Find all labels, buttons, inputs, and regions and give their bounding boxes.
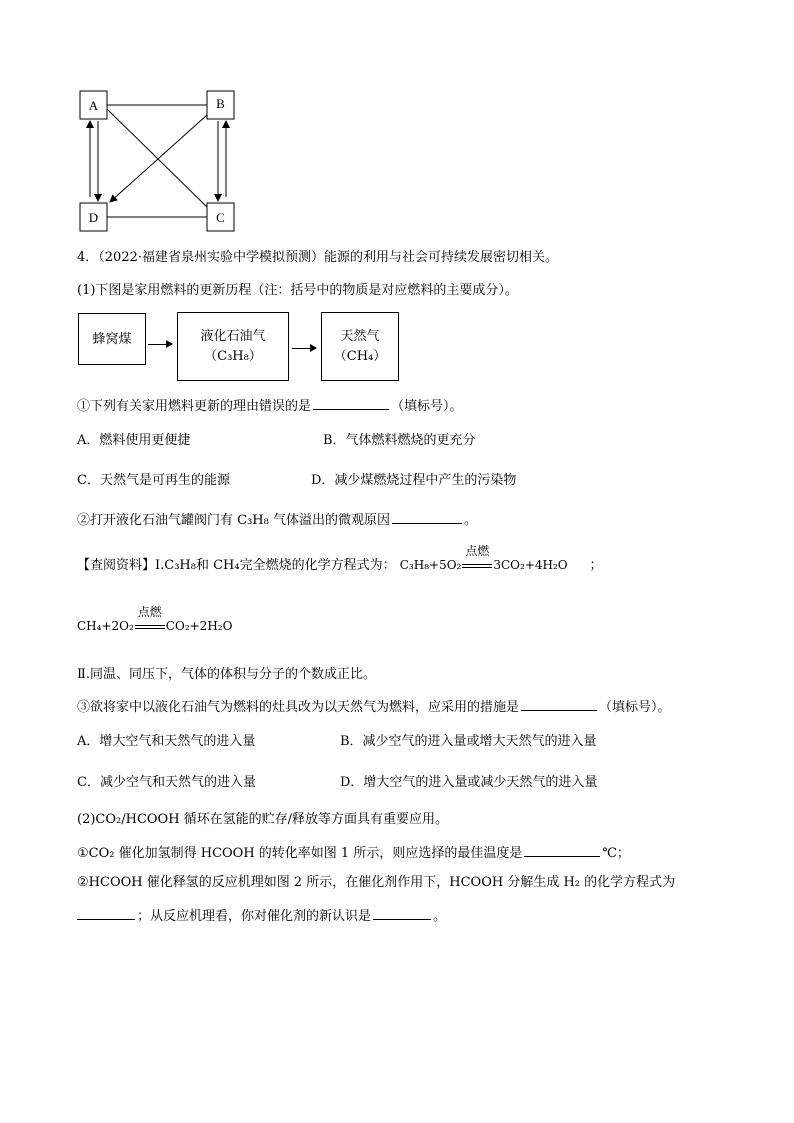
q3-option-d: D．增大空气的进入量或减少天然气的进入量 [340,775,598,790]
node-b: B [216,96,225,111]
reference-eq1: 【查阅资料】Ⅰ.C₃H₈和 CH₄完全燃烧的化学方程式为： C₃H₈+5O₂ 点燃 3CO₂+4H₂O ； [77,544,603,573]
q2-stem: ②打开液化石油气罐阀门有 C₃H₈ 气体溢出的微观原因 。 [77,509,477,530]
equation-methane: CH₄+2O₂ 点燃 CO₂+2H₂O [77,605,233,633]
q1-option-b: B．气体燃料燃烧的更充分 [323,433,476,448]
reference-2: Ⅱ.同温、同压下，气体的体积与分子的个数成正比。 [77,667,376,682]
q3-stem: ③欲将家中以液化石油气为燃料的灶具改为以天然气为燃料，应采用的措施是 （填标号）。 [77,696,671,717]
q5-equation-blank[interactable] [77,905,135,920]
flow-box-lpg: 液化石油气 （C₃H₈） [177,312,289,381]
node-d: D [88,210,99,225]
flow-arrow-2 [292,348,316,349]
q2-answer-blank[interactable] [392,509,462,524]
part1-text: (1)下图是家用燃料的更新历程（注：括号中的物质是对应燃料的主要成分）。 [77,283,518,298]
reference-eq2 [77,605,233,636]
q5-stem-line1: ②HCOOH 催化释氢的反应机理如图 2 所示，在催化剂作用下，HCOOH 分解生成 H₂ 的化学方程式为 [77,875,676,890]
flow-box-coal: 蜂窝煤 [78,313,146,365]
q1-answer-blank[interactable] [313,395,389,410]
abcd-diagram [70,85,250,235]
flow-box-natural-gas: 天然气 （CH₄） [321,312,399,381]
q1-option-d: D．减少煤燃烧过程中产生的污染物 [311,473,517,488]
q4-stem: ①CO₂ 催化加氢制得 HCOOH 的转化率如图 1 所示，则应选择的最佳温度是 ℃； [77,842,630,863]
part2-text: (2)CO₂/HCOOH 循环在氢能的贮存/释放等方面具有重要应用。 [77,812,449,827]
q1-option-c: C．天然气是可再生的能源 [77,473,230,488]
q1-stem: ①下列有关家用燃料更新的理由错误的是 （填标号）。 [77,395,463,416]
q5-insight-blank[interactable] [373,905,431,920]
node-a: A [88,98,99,113]
q5-stem-line2: ；从反应机理看，你对催化剂的新认识是 。 [77,905,446,926]
question-intro: 4．（2022·福建省泉州实验中学模拟预测）能源的利用与社会可持续发展密切相关。 [77,250,558,265]
equation-propane: C₃H₈+5O₂ 点燃 3CO₂+4H₂O [399,544,568,572]
q3-answer-blank[interactable] [521,696,597,711]
q3-option-c: C．减少空气和天然气的进入量 [77,775,256,790]
q3-option-b: B．减少空气的进入量或增大天然气的进入量 [340,734,597,749]
flow-arrow-1 [148,344,172,345]
q1-option-a: A．燃料使用更便捷 [77,433,191,448]
q3-option-a: A．增大空气和天然气的进入量 [77,734,256,749]
node-c: C [216,210,225,225]
q4-answer-blank[interactable] [524,842,600,857]
